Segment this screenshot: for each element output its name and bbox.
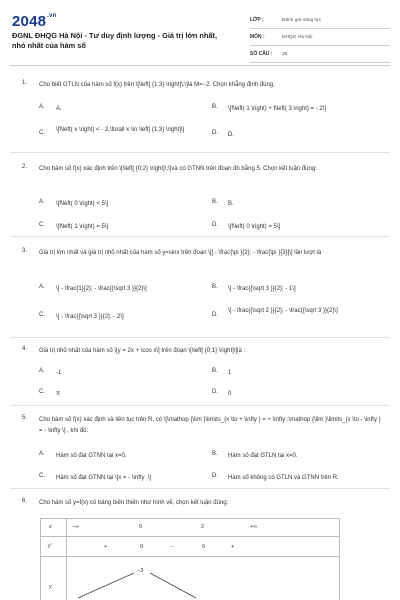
site-logo[interactable]	[12, 13, 56, 30]
meta-info	[250, 12, 390, 63]
yprime-zero: 0	[140, 544, 144, 550]
meta-row-subject	[250, 29, 390, 46]
question-stem: Cho hàm số f(x) xác định trên \[\left[ {0;2} \right]\;\]và có GTNN trên đoạn đó bằng 5. Chọn kết luận đúng:	[39, 166, 317, 172]
option-text[interactable]: B.	[228, 201, 234, 207]
option-text[interactable]: \[ - \frac{{\sqrt 2 }}{2}; - \frac{{\sqrt 3 }}{2}\]	[228, 308, 338, 314]
option-text[interactable]: 0	[228, 391, 232, 397]
option-letter[interactable]: C.	[39, 473, 45, 479]
option-text[interactable]: \[f\left( x \right) < - 2,\forall x \in \left[ {1;3} \right]\]	[56, 127, 185, 133]
option-letter[interactable]: B.	[212, 451, 218, 457]
question-stem: Cho biết GTLN của hàm số f(x) trên \[\left[ {1;3} \right]\;\]là M=−2. Chọn khẳng định đúng:	[39, 82, 275, 88]
meta-row-class	[250, 12, 390, 29]
row-label-yprime: y'	[48, 543, 52, 549]
option-letter[interactable]: D.	[212, 222, 218, 228]
option-text[interactable]: Hàm số đạt GTLN tại x=0.	[228, 453, 298, 459]
x-value: 0	[139, 524, 143, 530]
x-value: −∞	[72, 524, 80, 530]
decreasing-arrow	[150, 573, 196, 598]
option-letter[interactable]: D.	[212, 130, 218, 136]
option-letter[interactable]: C.	[39, 130, 45, 136]
option-letter[interactable]: B.	[212, 368, 218, 374]
row-label-x: x	[49, 524, 52, 530]
row-label-y: y	[49, 584, 52, 590]
yprime-zero: 0	[202, 544, 206, 550]
option-letter[interactable]: A.	[39, 104, 45, 110]
question-number: 6.	[22, 498, 28, 504]
increasing-arrow	[78, 573, 134, 598]
option-text[interactable]: \[ - \frac{{\sqrt 3 }}{2}; - 1\]	[228, 286, 296, 292]
meta-label: SỐ CÂU :	[250, 51, 273, 57]
header-divider	[10, 65, 390, 66]
table-border	[40, 518, 340, 519]
table-border	[40, 518, 41, 600]
option-letter[interactable]: C.	[39, 312, 45, 318]
question-stem: Giá trị lớn nhất và giá trị nhỏ nhất của hàm số y=sinx trên đoạn \[[ - \frac{\pi }{2}; - \frac{\pi }{3}]\] lần lượt là	[39, 250, 322, 256]
question-number: 5.	[22, 415, 28, 421]
question-divider	[10, 488, 390, 489]
option-letter[interactable]: D.	[212, 389, 218, 395]
question-number: 3.	[22, 248, 28, 254]
question-number: 2.	[22, 164, 28, 170]
x-value: +∞	[250, 524, 258, 530]
option-text[interactable]: π	[56, 391, 61, 397]
logo-suffix: .vn	[47, 13, 57, 19]
yprime-sign: +	[231, 544, 235, 550]
option-letter[interactable]: A.	[39, 451, 45, 457]
option-text[interactable]: Hàm số không có GTLN và GTNN trên R.	[228, 475, 339, 481]
option-text[interactable]: D.	[228, 132, 234, 138]
variation-table	[40, 518, 340, 600]
option-letter[interactable]: B.	[212, 199, 218, 205]
option-letter[interactable]: C.	[39, 389, 45, 395]
question-divider	[10, 337, 390, 338]
question-divider	[10, 236, 390, 237]
meta-value: Đánh giá năng lực	[282, 17, 322, 23]
question-number: 1.	[22, 80, 28, 86]
option-text[interactable]: Hàm số đạt GTNN tại x=0.	[56, 453, 127, 459]
option-letter[interactable]: C.	[39, 222, 45, 228]
meta-label: LỚP :	[250, 17, 264, 23]
option-text[interactable]: A.	[56, 106, 62, 112]
option-letter[interactable]: B.	[212, 284, 218, 290]
yprime-sign: +	[104, 544, 108, 550]
logo-text: 2048	[12, 13, 47, 30]
option-text[interactable]: \[ - \frac{{\sqrt 3 }}{2}; - 2\]	[56, 314, 124, 320]
question-divider	[10, 405, 390, 406]
option-text[interactable]: Hàm số đạt GTNN tại \[x = - \infty .\]	[56, 475, 152, 481]
y-value: −3	[137, 568, 144, 574]
option-text[interactable]: \[ - \frac{1}{2}; - \frac{{\sqrt 3 }}{2}\]	[56, 286, 147, 292]
header	[0, 0, 400, 64]
meta-row-count	[250, 46, 390, 63]
option-text[interactable]: \[f\left( 0 \right) = 5\]	[228, 224, 281, 230]
meta-value: 28	[282, 51, 288, 57]
option-text[interactable]: \[f\left( 1 \right) = 5\]	[56, 224, 109, 230]
table-border	[40, 536, 340, 537]
question-number: 4.	[22, 346, 28, 352]
question-stem: Cho hàm số y=f(x) có bảng biến thiên như hình vẽ, chọn kết luận đúng:	[39, 500, 229, 506]
option-letter[interactable]: D.	[212, 473, 218, 479]
option-text[interactable]: \[f\left( 0 \right) < 5\]	[56, 201, 109, 207]
option-text[interactable]: 1	[228, 370, 232, 376]
option-letter[interactable]: B.	[212, 104, 218, 110]
question-divider	[10, 152, 390, 153]
x-value: 2	[201, 524, 205, 530]
variation-arrows	[66, 556, 340, 600]
option-letter[interactable]: A.	[39, 284, 45, 290]
option-letter[interactable]: D.	[212, 312, 218, 318]
meta-label: MÔN :	[250, 34, 265, 40]
question-stem: Giá trị nhỏ nhất của hàm số \[y = 2x + \cos x\] trên đoạn \[\left[ {0;1} \right]\]là :	[39, 348, 246, 354]
yprime-sign: −	[170, 544, 174, 550]
meta-value: ĐHQG Hà Nội	[282, 34, 313, 40]
option-letter[interactable]: A.	[39, 199, 45, 205]
option-letter[interactable]: A.	[39, 368, 45, 374]
option-text[interactable]: -1	[56, 370, 62, 376]
option-text[interactable]: \[f\left( 1 \right) + f\left( 3 \right) = - 2\]	[228, 106, 327, 112]
question-stem: Cho hàm số f(x) xác định và liên tục trên R, có \[\mathop {\lim }\limits_{x \to + \infty } = + \infty ;\mathop {\lim }\limits_{x \to - \infty } = - \infty \] , khi đó:	[39, 417, 381, 434]
document-title: ĐGNL ĐHQG Hà Nội - Tư duy định lượng - Giá trị lớn nhất, nhỏ nhất của hàm số	[12, 31, 218, 50]
